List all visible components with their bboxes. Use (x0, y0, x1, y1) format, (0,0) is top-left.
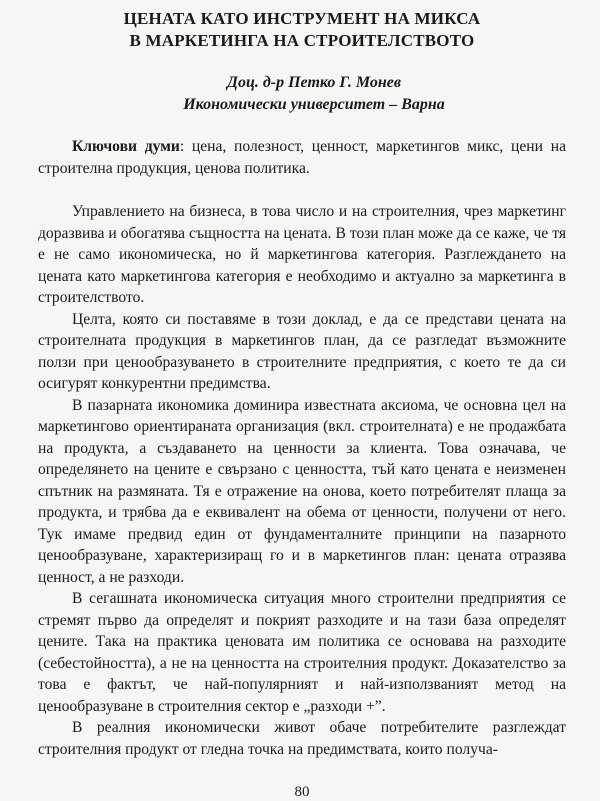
title-line-1: ЦЕНАТА КАТО ИНСТРУМЕНТ НА МИКСА (123, 9, 481, 28)
paper-title (38, 8, 566, 52)
paragraph-2: Целта, която си поставяме в този доклад, е да се представи цената на строителната продукция в маркетингов план, да се разгледат възможните ползи при ценообразуването в строителните предприятия, с което те да си осигурят конкурентни предимства. (38, 310, 566, 392)
title-line-2: В МАРКЕТИНГА НА СТРОИТЕЛСТВОТО (129, 31, 475, 50)
body-text (38, 201, 566, 760)
paragraph-5: В реалния икономически живот обаче потребителите разглеждат строителния продукт от гледна точка на предимствата, които получа- (38, 719, 566, 758)
keywords-text: : цена, полезност, ценност, маркетингов микс, цени на строителна продукция, ценова политика. (38, 138, 566, 177)
author-affiliation: Икономически университет – Варна (183, 96, 445, 113)
keywords-label: Ключови думи (72, 138, 180, 155)
paragraph-3: В пазарната икономика доминира известната аксиома, че основна цел на маркетингово ориентираната организация (вкл. строителната) е не продажбата на продукта, а създаването на ценности за клиента. Това означава, че определянето на цените е свързано с ценността, тъй като цената е неизменен спътник на размяната. Тя е отражение на онова, което потребителят плаща за продукта, и трябва да е еквивалент на обема от ценности, получени от него. Тук имаме предвид един от фундаменталните принципи на пазарното ценообразуване, характеризиращ го и в маркетингов план: цената отразява ценност, а не разходи. (38, 396, 566, 586)
paragraph-1: Управлението на бизнеса, в това число и на строителния, чрез маркетинг доразвива и обогатява същността на цената. В този план може да се каже, че тя е не само икономическа, но й маркетингова категория. Разглеждането на цената като маркетингова категория е необходимо и актуално за маркетинга в строителството. (38, 203, 566, 306)
page-number: 80 (294, 784, 310, 800)
author-name: Доц. д-р Петко Г. Монев (227, 74, 401, 91)
paragraph-4: В сегашната икономическа ситуация много строителни предприятия се стремят първо да определят и покрият разходите и на тази база определят цените. Така на практика ценовата им политика се основава на разходите (себестойността), а не на ценността на строителния продукт. Доказателство за това е фактът, че най-популярният и най-използваният метод на ценообразуване в строителния сектор е „разходи +”. (38, 590, 566, 715)
document-page (38, 8, 566, 798)
keywords (38, 136, 566, 179)
author-block (38, 72, 566, 116)
